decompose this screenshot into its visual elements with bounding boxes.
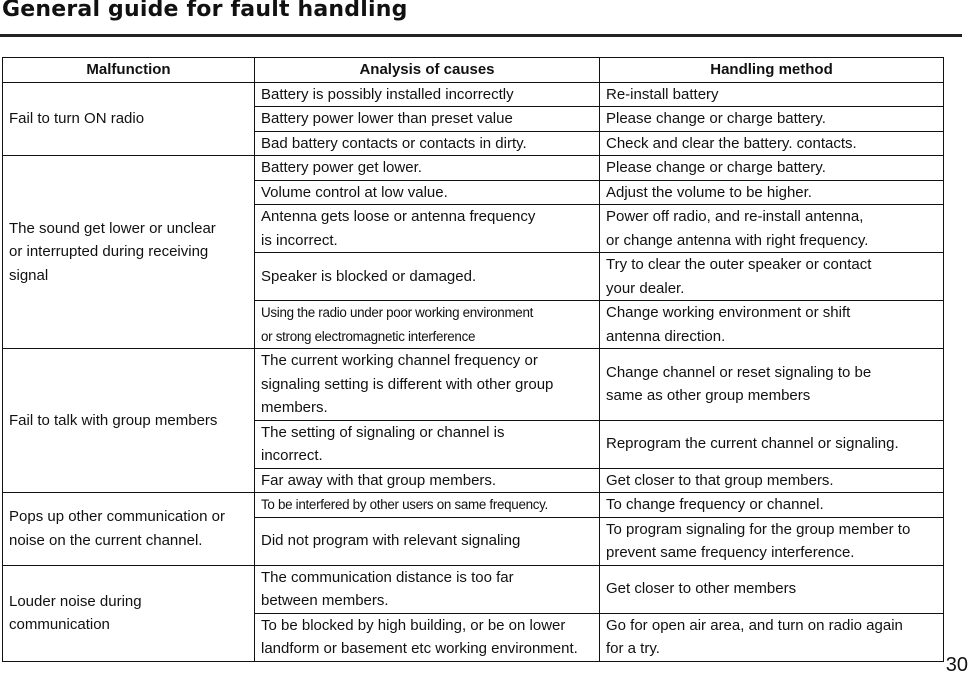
table-row	[3, 349, 944, 421]
method-cell: Reprogram the current channel or signaling.	[600, 420, 944, 468]
method-cell: Check and clear the battery. contacts.	[600, 131, 944, 156]
method-cell: Power off radio, and re-install antenna, or change antenna with right frequency.	[600, 205, 944, 253]
header-malfunction: Malfunction	[3, 58, 255, 83]
cause-cell: Volume control at low value.	[255, 180, 600, 205]
table-row	[3, 565, 944, 613]
cause-cell: The setting of signaling or channel is incorrect.	[255, 420, 600, 468]
method-cell: Adjust the volume to be higher.	[600, 180, 944, 205]
method-cell: Change working environment or shift antenna direction.	[600, 301, 944, 349]
cause-cell: The communication distance is too far between members.	[255, 565, 600, 613]
header-causes: Analysis of causes	[255, 58, 600, 83]
method-cell: Get closer to other members	[600, 565, 944, 613]
method-cell: To change frequency or channel.	[600, 493, 944, 518]
malfunction-cell: Pops up other communication or noise on the current channel.	[3, 493, 255, 566]
cause-cell: Bad battery contacts or contacts in dirty.	[255, 131, 600, 156]
fault-table	[2, 57, 944, 662]
header-method: Handling method	[600, 58, 944, 83]
title-divider	[0, 34, 962, 37]
cause-cell: Did not program with relevant signaling	[255, 517, 600, 565]
cause-cell: To be interfered by other users on same frequency.	[255, 493, 600, 518]
method-cell: Please change or charge battery.	[600, 156, 944, 181]
cause-cell: Speaker is blocked or damaged.	[255, 253, 600, 301]
malfunction-cell: Louder noise during communication	[3, 565, 255, 661]
table-header-row	[3, 58, 944, 83]
method-cell: Try to clear the outer speaker or contact your dealer.	[600, 253, 944, 301]
cause-cell: Battery power lower than preset value	[255, 107, 600, 132]
table-row	[3, 493, 944, 518]
page-title: General guide for fault handling	[2, 0, 408, 22]
malfunction-cell: Fail to turn ON radio	[3, 82, 255, 156]
malfunction-cell: Fail to talk with group members	[3, 349, 255, 493]
malfunction-cell: The sound get lower or unclear or interrupted during receiving signal	[3, 156, 255, 349]
table-row	[3, 82, 944, 107]
cause-cell: Far away with that group members.	[255, 468, 600, 493]
cause-cell: Battery power get lower.	[255, 156, 600, 181]
method-cell: Get closer to that group members.	[600, 468, 944, 493]
method-cell: Go for open air area, and turn on radio again for a try.	[600, 613, 944, 661]
method-cell: To program signaling for the group member to prevent same frequency interference.	[600, 517, 944, 565]
method-cell: Please change or charge battery.	[600, 107, 944, 132]
method-cell: Re-install battery	[600, 82, 944, 107]
cause-cell: Battery is possibly installed incorrectly	[255, 82, 600, 107]
table-row	[3, 156, 944, 181]
cause-cell: The current working channel frequency or signaling setting is different with other group members.	[255, 349, 600, 421]
cause-cell: To be blocked by high building, or be on lower landform or basement etc working environment.	[255, 613, 600, 661]
method-cell: Change channel or reset signaling to be same as other group members	[600, 349, 944, 421]
page-number: 30	[945, 654, 968, 676]
cause-cell: Antenna gets loose or antenna frequency is incorrect.	[255, 205, 600, 253]
cause-cell: Using the radio under poor working environment or strong electromagnetic interference	[255, 301, 600, 349]
